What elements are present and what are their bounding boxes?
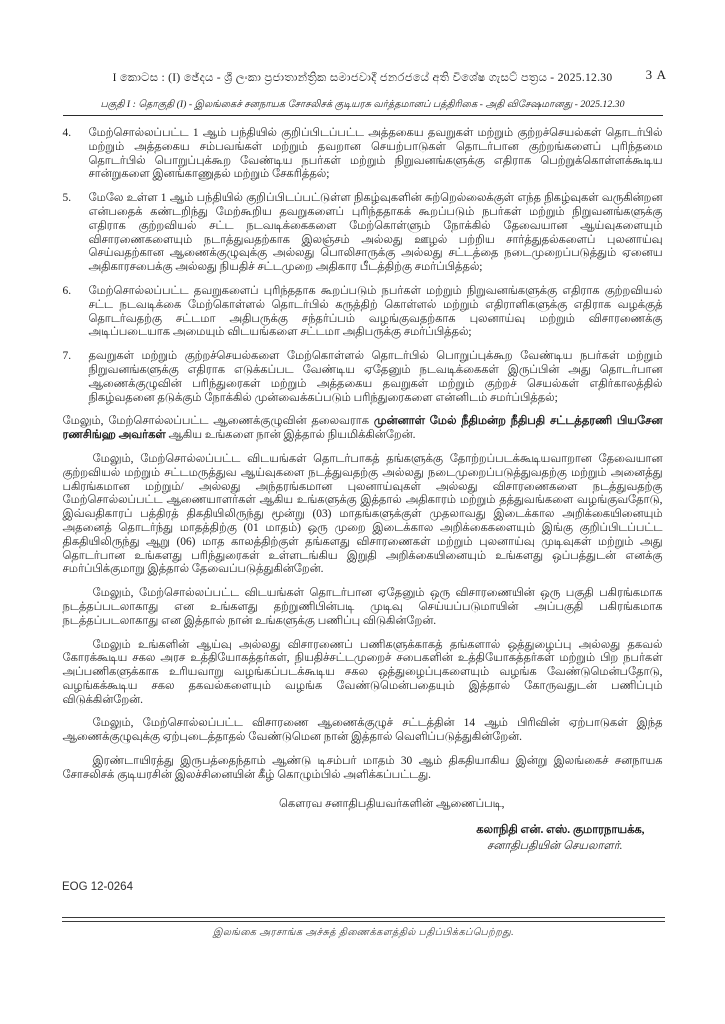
header-line-tamil: பகுதி I : தொகுதி (I) - இலங்கைச் சனநாயக சோசலிசக் குடியரசு வர்த்தமானப் பத்திரிகை - அதி விசேஷமானது - 2025.12.30 bbox=[100, 99, 625, 110]
clause-4-text: மேற்சொல்லப்பட்ட 1 ஆம் பந்தியில் குறிப்பிடப்பட்ட அத்தகைய தவறுகள் மற்றும் குற்றச்செயல்கள் தொடர்பில் மற்றும் அத்தகைய சம்பவங்கள் மற்றும் தவறான செயற்பாடுகள் தொடர்பான குற்றங்களைப் புரிந்தமை தொடர்பில் பொறுப்புக்கூற வேண்டிய நபர்கள் மற்றும் நிறுவனங்களுக்கு எதிராக பெற்றுக்கொள்ளக்கூடிய சான்றுகளை இனங்காணுதல் மற்றும் சேகரித்தல்; bbox=[88, 127, 663, 181]
header-divider bbox=[63, 115, 663, 116]
clause-4-number: 4. bbox=[62, 127, 72, 139]
clause-5-number: 5. bbox=[62, 192, 72, 205]
clause-5 bbox=[63, 192, 663, 275]
signatory-name: கலாநிதி என். எஸ். குமாரநாயக்க, bbox=[476, 824, 645, 837]
by-order-line: கௌரவ சனாதிபதியவர்களின் ஆணைப்படி, bbox=[279, 797, 505, 810]
page-header bbox=[0, 0, 725, 116]
signatory-title: சனாதிபதியின் செயலாளர். bbox=[487, 840, 623, 853]
clause-4 bbox=[63, 127, 663, 182]
appointment-prefix: மேலும், மேற்சொல்லப்பட்ட ஆணைக்குழுவின் தலைவராக bbox=[62, 415, 374, 428]
non-public-inquiry-paragraph: மேலும், மேற்சொல்லப்பட்ட விடயங்கள் தொடர்பான ஏதேனும் ஒரு விசாரணையின் ஒரு பகுதி பகிரங்கமாக நடத்தப்படலாகாது என உங்களது தற்றுணிபின்படி முடிவு செய்யப்படுமாயின் அப்பகுதி பகிரங்கமாக நடத்தப்படலாகாது என இத்தால் நான் உங்களுக்கு பணிப்பு விடுகின்றேன். bbox=[62, 587, 663, 627]
appointment-paragraph bbox=[63, 415, 663, 443]
header-line-sinhala: I කොටස : (I) ඡේදය - ශ්‍රී ලංකා ප්‍රජාතාන්ත්‍රික සමාජවාදී ජනරජයේ අති විශේෂ ගැසට් පත්‍රය - 2025.12.30 bbox=[112, 72, 613, 84]
appointment-suffix: ஆகிய உங்களை நான் இத்தால் நியமிக்கின்றேன். bbox=[165, 429, 416, 442]
footer-double-rule bbox=[62, 917, 665, 922]
document-body bbox=[63, 127, 663, 854]
powers-and-reports-paragraph: மேலும், மேற்சொல்லப்பட்ட விடயங்கள் தொடர்பாகத் தங்களுக்கு தோற்றப்படக்கூடியவாறான தேவையான குற்றவியல் மற்றும் சட்டமருத்துவ ஆய்வுகளை நடத்துவதற்கு அல்லது நடைமுறைப்படுத்துவதற்கு மற்றும் அனைத்து பகிரங்கமான மற்றும்/ அல்லது அந்தரங்கமான புலனாய்வுகள் அல்லது விசாரணைகளை நடத்துவதற்கு மேற்சொல்லப்பட்ட ஆணையாளர்கள் ஆகிய உங்களுக்கு இத்தால் அதிகாரம் மற்றும் தத்துவங்களை வழங்குவதோடு, இவ்வதிகாரப் பத்திரத் திகதியிலிருந்து மூன்று (03) மாதங்களுக்குள் முதலாவது இடைக்கால அறிக்கையினையும் அதனைத் தொடர்ந்து மாதத்திற்கு (01 மாதம்) ஒரு முறை இடைக்கால அறிக்கைகளையும் இங்கு குறிப்பிடப்பட்ட திகதியிலிருந்து ஆறு (06) மாத காலத்திற்குள் தங்களது விசாரணைகள் மற்றும் புலனாய்வு முடிவுகள் மற்றும் அது தொடர்பான உங்களது பரிந்துரைகள் உள்ளடங்கிய இறுதி அறிக்கையினையும் உங்களது ஒப்பத்துடன் எனக்கு சமர்ப்பிக்குமாறு இத்தால் தேவைப்படுத்துகின்றேன். bbox=[62, 452, 663, 576]
page-footer bbox=[62, 917, 665, 939]
reference-code: EOG 12-0264 bbox=[62, 881, 133, 893]
clause-7-number: 7. bbox=[62, 350, 72, 363]
clause-6 bbox=[63, 285, 663, 340]
clause-5-text: மேலே உள்ள 1 ஆம் பந்தியில் குறிப்பிடப்பட்டுள்ள நிகழ்வுகளின் சுற்றெல்லைக்குள் எந்த நிகழ்வுகள் வருகின்றன என்பதைக் கண்டறிந்து மேற்கூறிய தவறுகளைப் புரிந்ததாகக் கூறப்படும் நபர்கள் மற்றும் நிறுவனங்களுக்கு எதிராக குற்றவியல் சட்ட நடவடிக்கைகளை மேற்கொள்ளும் நோக்கில் தேவையான ஆய்வுகளையும் விசாரணைகளையும் நடாத்துவதற்காக இலஞ்சம் அல்லது ஊழல் பற்றிய சார்த்துதல்களைப் புலனாய்வு செய்வதற்கான ஆணைக்குழுவுக்கு அல்லது பொலிசாருக்கு அல்லது சட்டத்தை நடைமுறைப்படுத்தும் ஏனைய அதிகாரசபைக்கு அல்லது நியதிச் சட்டமுறை அதிகார பீடத்திற்கு சமர்ப்பித்தல்; bbox=[88, 192, 663, 274]
date-and-seal-paragraph: இரண்டாயிரத்து இருபத்தைந்தாம் ஆண்டு டிசம்பர் மாதம் 30 ஆம் திகதியாகிய இன்று இலங்கைச் சனநாயக சோசலிசக் குடியரசின் இலச்சினையின் கீழ் கொழும்பில் அளிக்கப்பட்டது. bbox=[62, 755, 663, 781]
clause-6-text: மேற்சொல்லப்பட்ட தவறுகளைப் புரிந்ததாக கூறப்படும் நபர்கள் மற்றும் நிறுவனங்களுக்கு எதிராக குற்றவியல் சட்ட நடவடிக்கை மேற்கொள்ளல் தொடர்பில் கருத்திற் கொள்ளல் மற்றும் எதிராளிகளுக்கு எதிராக வழக்குத் தொடர்வதற்கு சட்டமா அதிபருக்கு சந்தர்ப்பம் வழங்குவதற்காக புலனாய்வு மற்றும் விசாரணைக்கு அடிப்படையாக அமையும் விடயங்களை சட்டமா அதிபருக்கு சமர்ப்பித்தல்; bbox=[88, 284, 663, 339]
section-14-paragraph: மேலும், மேற்சொல்லப்பட்ட விசாரணை ஆணைக்குழுச் சட்டத்தின் 14 ஆம் பிரிவின் ஏற்பாடுகள் இந்த ஆணைக்குழுவுக்கு ஏற்புடைத்தாதல் வேண்டுமென நான் இத்தால் வெளிப்படுத்துகின்றேன். bbox=[62, 717, 663, 744]
cooperation-directive-paragraph: மேலும் உங்களின் ஆய்வு அல்லது விசாரணைப் பணிகளுக்காகத் தங்களால் ஒத்துழைப்பு அல்லது தகவல் கோரக்கூடிய சகல அரச உத்தியோகத்தர்கள், நியதிச்சட்டமுறைச் சபைகளின் உத்தியோகத்தர்கள் மற்றும் பிற நபர்கள் அப்பணிகளுக்காக உரியவாறு வழங்கப்படக்கூடிய சகல ஒத்துழைப்புகளையும் வழங்க வேண்டுமென்பதோடு, வழங்கக்கூடிய சகல தகவல்களையும் வழங்க வேண்டுமென்பதையும் இத்தால் கோருவதுடன் பணிப்பும் விடுக்கின்றேன். bbox=[62, 638, 663, 706]
clause-7 bbox=[63, 350, 663, 405]
appointee-name: முன்னாள் மேல் நீதிமன்ற நீதிபதி சட்டத்தரணி பியசேன ரணசிங்ஹ அவர்கள் bbox=[62, 415, 663, 442]
clause-7-text: தவறுகள் மற்றும் குற்றச்செயல்களை மேற்கொள்ளல் தொடர்பில் பொறுப்புக்கூற வேண்டிய நபர்கள் மற்றும் நிறுவனங்களுக்கு எதிராக எடுக்கப்பட வேண்டிய ஏதேனும் நடவடிக்கைகள் இருப்பின் அது தொடர்பான ஆணைக்குழுவின் பரிந்துரைகள் மற்றும் அத்தகைய தவறுகள் மற்றும் குற்றச் செயல்கள் எதிர்காலத்தில் நிகழ்வதனை தடுக்கும் நோக்கில் முன்வைக்கப்படும் பரிந்துரைகளை என்னிடம் சமர்ப்பித்தல்; bbox=[88, 350, 663, 404]
page-number: 3 A bbox=[645, 67, 667, 82]
printed-at-press-note: இலங்கை அரசாங்க அச்சுத் திணைக்களத்தில் பதிப்பிக்கப்பெற்றது. bbox=[212, 926, 515, 938]
clause-6-number: 6. bbox=[62, 284, 72, 297]
